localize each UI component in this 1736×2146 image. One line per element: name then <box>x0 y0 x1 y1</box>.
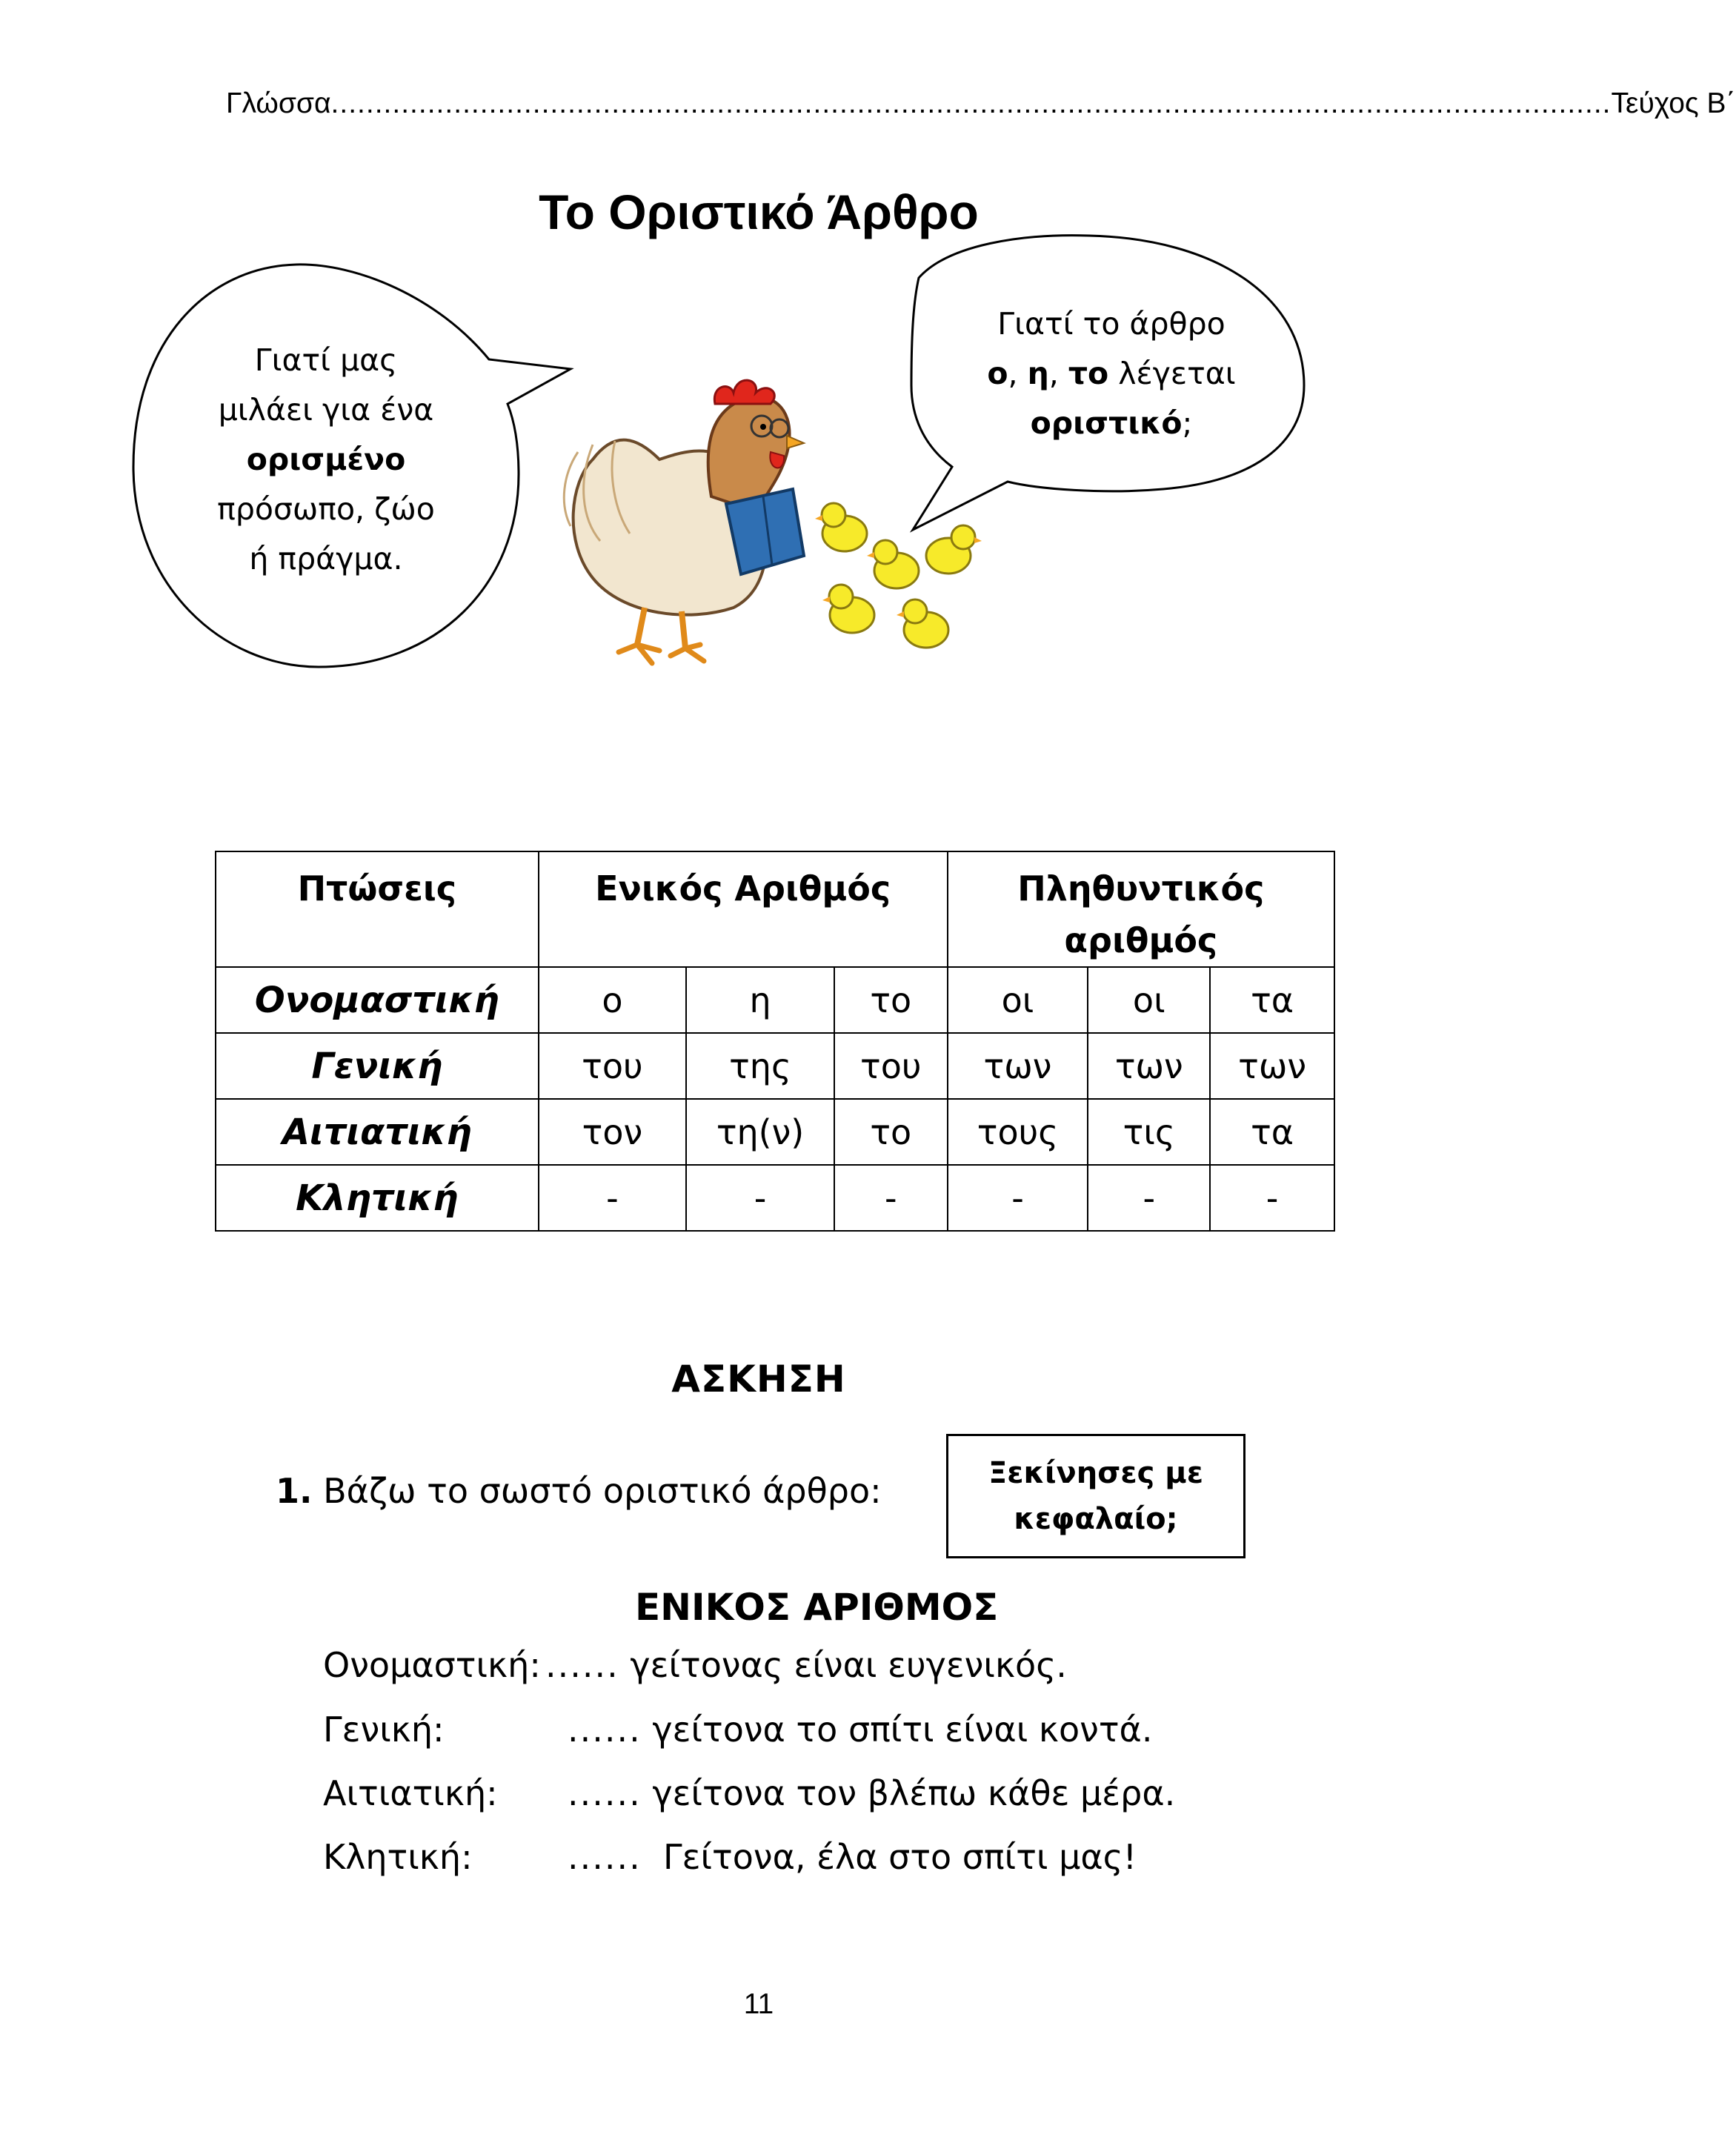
case-label: Κλητική <box>216 1165 539 1231</box>
header-subject: Γλώσσα <box>226 87 331 119</box>
answer-blank[interactable]: ...... <box>545 1645 619 1685</box>
article-table <box>215 851 1335 1232</box>
answer-blank[interactable]: ...... <box>568 1710 642 1750</box>
case-label: Κλητική: <box>323 1837 473 1877</box>
answer-blank[interactable]: ...... <box>568 1837 642 1877</box>
exercise-line <box>323 1773 1175 1813</box>
left-bubble-text: Γιατί μας μιλάει για ένα ορισμένο πρόσωπο, ζώο ή πράγμα. <box>217 342 435 577</box>
sentence-text: γείτονα το σπίτι είναι κοντά. <box>641 1710 1153 1750</box>
table-cell: τις <box>1088 1099 1210 1165</box>
table-cell: των <box>948 1033 1088 1099</box>
case-label: Γενική <box>216 1033 539 1099</box>
header-plural: Πληθυντικός αριθμός <box>948 851 1334 967</box>
exercise-line <box>323 1837 1137 1877</box>
header-dots: .................................................................................................................................................. <box>330 87 1612 119</box>
case-label: Ονομαστική <box>216 967 539 1033</box>
table-cell: το <box>834 967 948 1033</box>
exercise-number: 1. <box>276 1471 313 1511</box>
table-row <box>216 1099 1334 1165</box>
table-cell: τους <box>948 1099 1088 1165</box>
exercise-line <box>323 1645 1067 1685</box>
hint-box <box>946 1434 1246 1558</box>
header-cases: Πτώσεις <box>216 851 539 967</box>
exercise-instruction <box>276 1471 882 1511</box>
table-cell: - <box>1210 1165 1334 1231</box>
table-cell: ο <box>539 967 687 1033</box>
right-bubble-text: Γιατί το άρθρο ο, η, το λέγεται οριστικό; <box>987 306 1236 441</box>
table-cell: - <box>539 1165 687 1231</box>
table-cell: των <box>1210 1033 1334 1099</box>
table-row <box>216 1165 1334 1231</box>
sentence-text: γείτονα τον βλέπω κάθε μέρα. <box>641 1773 1176 1813</box>
header-singular: Ενικός Αριθμός <box>539 851 948 967</box>
table-cell: των <box>1088 1033 1210 1099</box>
table-row <box>216 967 1334 1033</box>
table-cell: το <box>834 1099 948 1165</box>
exercise-line <box>323 1710 1152 1750</box>
table-cell: - <box>686 1165 834 1231</box>
page-number: 11 <box>743 1988 774 2020</box>
case-label: Αιτιατική: <box>323 1773 498 1813</box>
table-cell: οι <box>948 967 1088 1033</box>
exercise-title: ΑΣΚΗΣΗ <box>671 1358 846 1401</box>
table-cell: τον <box>539 1099 687 1165</box>
table-cell: του <box>834 1033 948 1099</box>
section-title: ΕΝΙΚΟΣ ΑΡΙΘΜΟΣ <box>635 1586 999 1629</box>
table-cell: - <box>1088 1165 1210 1231</box>
table-header-row <box>216 851 1334 967</box>
table-cell: του <box>539 1033 687 1099</box>
header-issue: Τεύχος Β΄ <box>1611 87 1736 119</box>
table-row <box>216 1033 1334 1099</box>
table-cell: οι <box>1088 967 1210 1033</box>
hint-text: Ξεκίνησες με κεφαλαίο; <box>988 1456 1204 1536</box>
case-label: Ονομαστική: <box>323 1645 541 1685</box>
table-cell: - <box>834 1165 948 1231</box>
table-cell: τα <box>1210 967 1334 1033</box>
instruction-text: Βάζω το σωστό οριστικό άρθρο: <box>323 1471 882 1511</box>
page-title: Το Οριστικό Άρθρο <box>539 185 979 239</box>
table-cell: της <box>686 1033 834 1099</box>
table-cell: η <box>686 967 834 1033</box>
table-cell: τα <box>1210 1099 1334 1165</box>
hen-with-chicks-illustration <box>548 371 1022 682</box>
case-label: Αιτιατική <box>216 1099 539 1165</box>
case-label: Γενική: <box>323 1710 445 1750</box>
table-cell: - <box>948 1165 1088 1231</box>
sentence-text: γείτονας είναι ευγενικός. <box>619 1645 1067 1685</box>
answer-blank[interactable]: ...... <box>568 1773 642 1813</box>
table-cell: τη(ν) <box>686 1099 834 1165</box>
sentence-text: Γείτονα, έλα στο σπίτι μας! <box>641 1837 1137 1877</box>
